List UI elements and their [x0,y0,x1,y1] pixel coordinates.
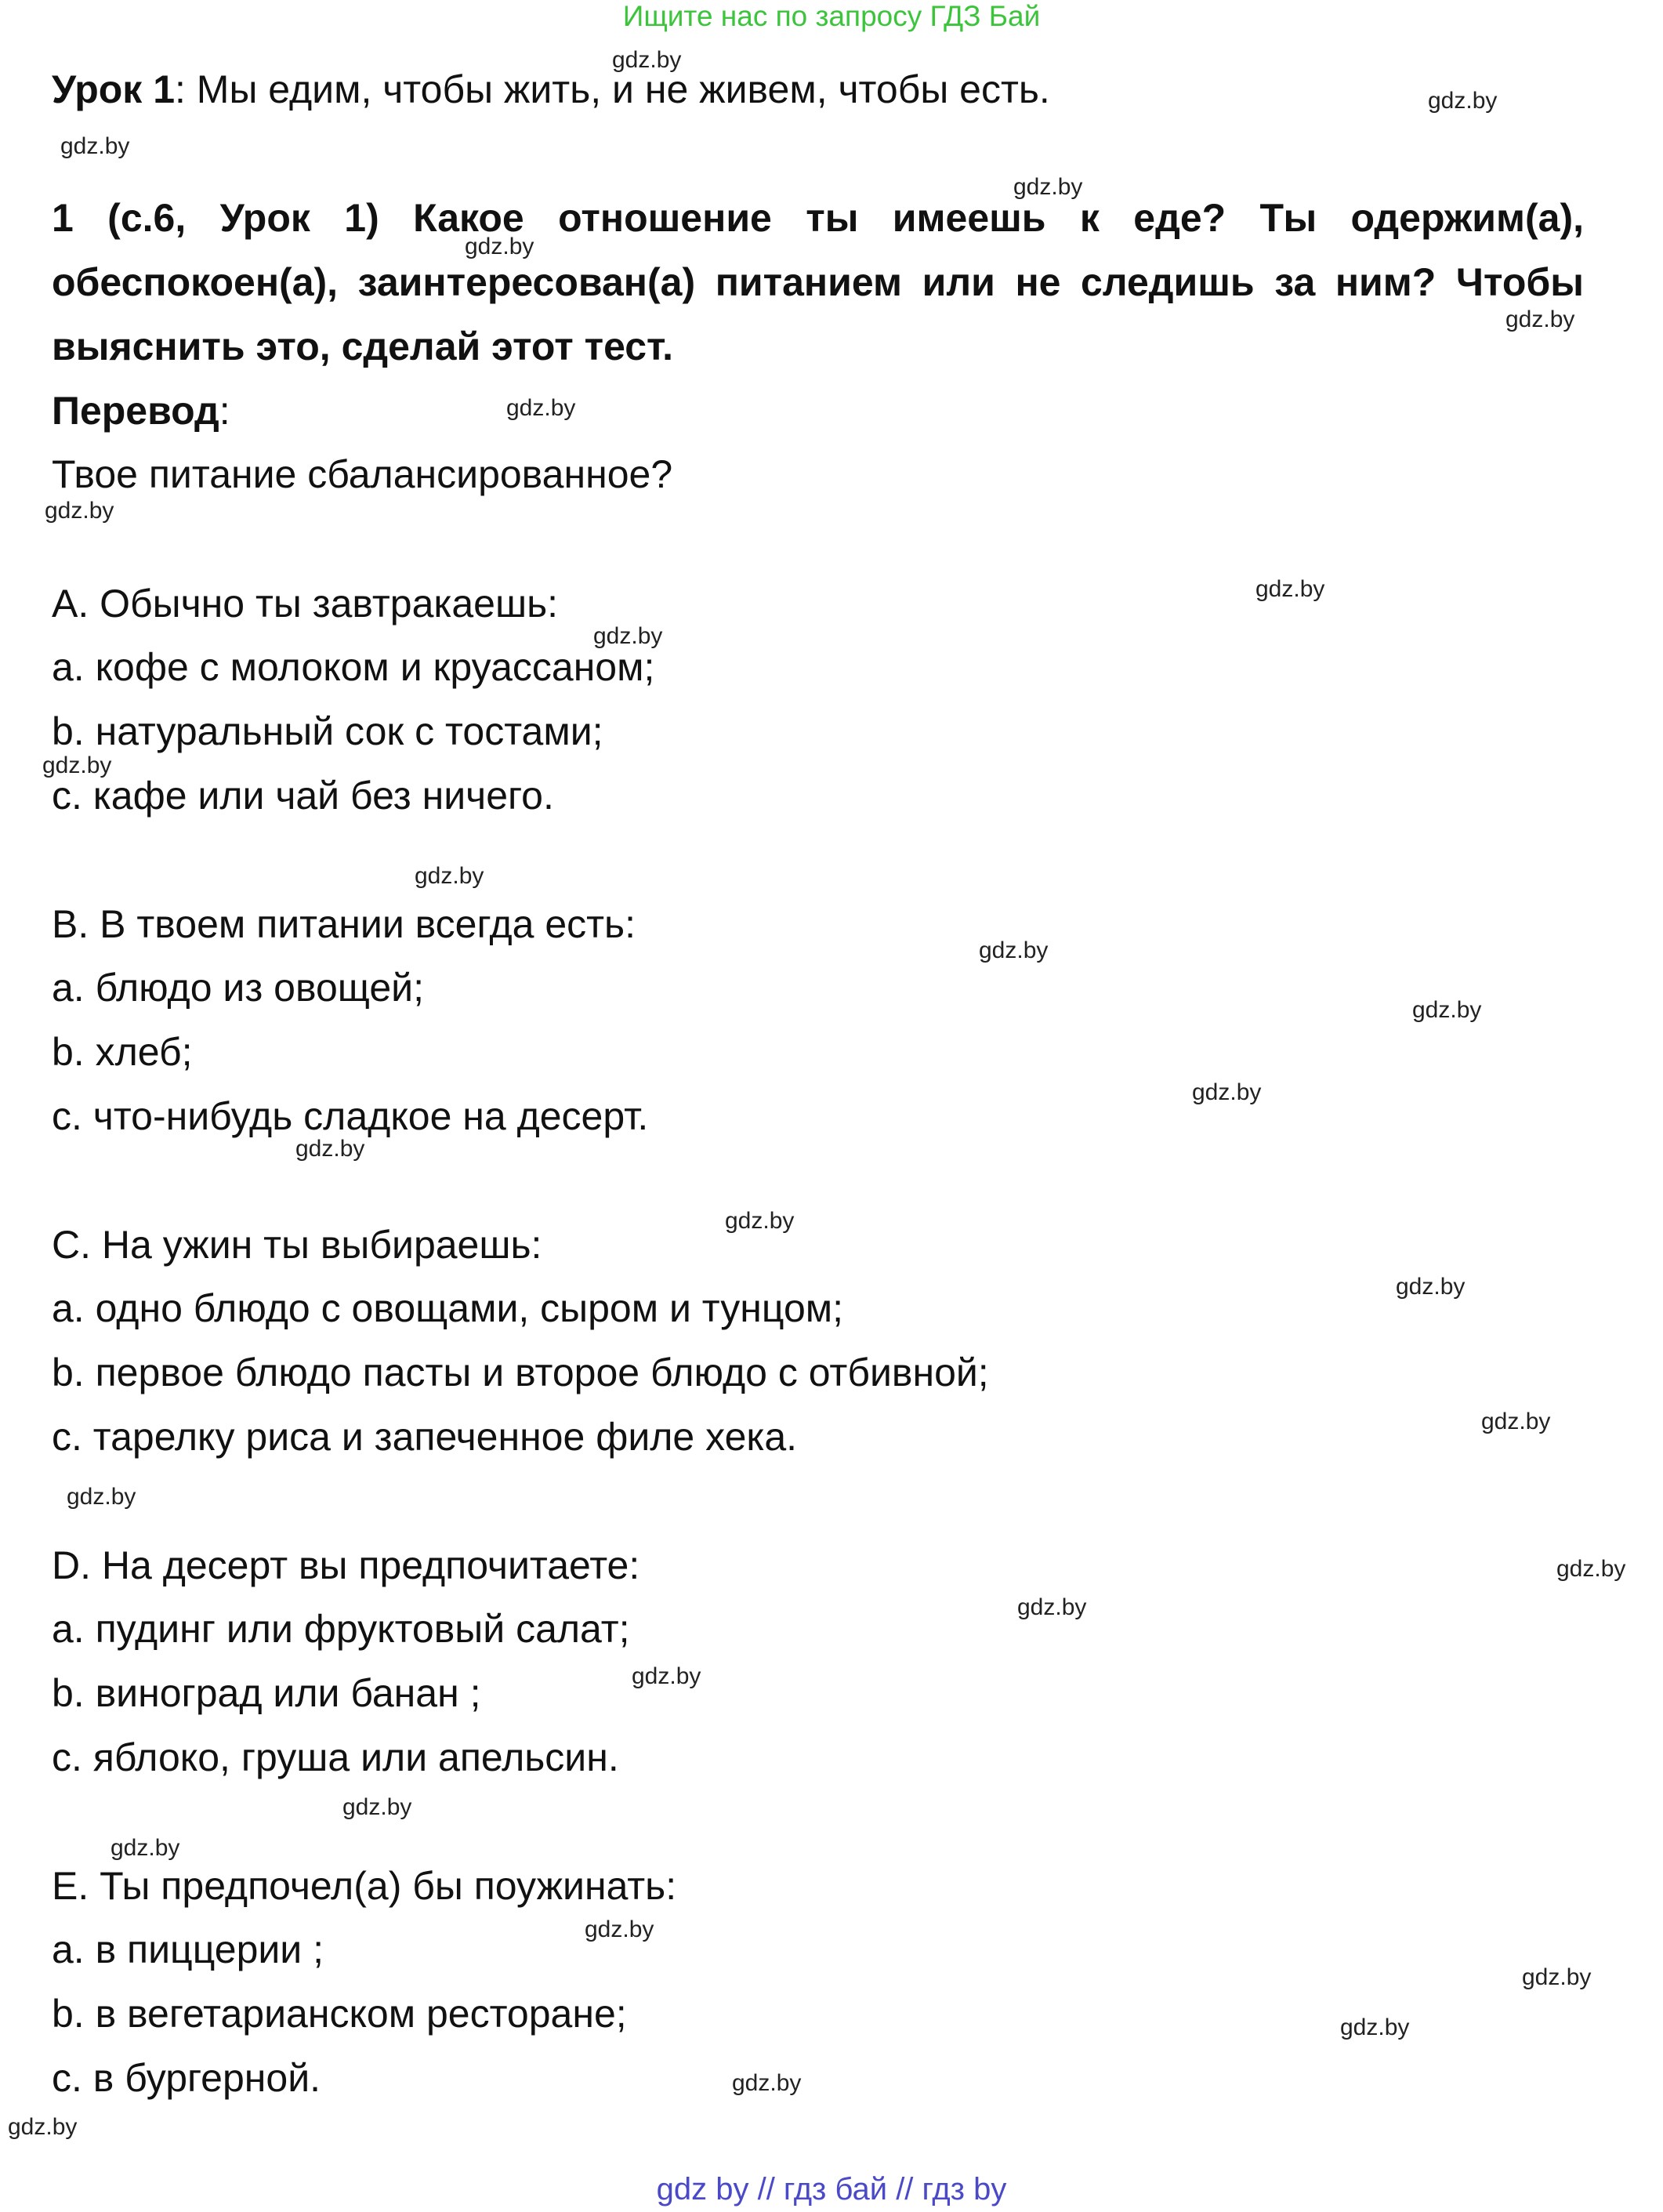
answer-option: b. натуральный сок с тостами; [52,709,603,753]
answer-option: c. что-нибудь сладкое на десерт. [52,1094,649,1138]
watermark: gdz.by [506,395,576,421]
watermark: gdz.by [725,1208,795,1234]
answer-option: a. блюдо из овощей; [52,966,424,1010]
watermark: gdz.by [1556,1556,1626,1582]
question-title: B. В твоем питании всегда есть: [52,902,636,946]
watermark: gdz.by [465,234,534,259]
watermark: gdz.by [1192,1079,1262,1105]
question-title: E. Ты предпочел(а) бы поужинать: [52,1864,677,1908]
watermark: gdz.by [1522,1964,1592,1990]
watermark: gdz.by [295,1136,365,1162]
watermark: gdz.by [979,937,1049,963]
watermark: gdz.by [1017,1594,1087,1620]
watermark: gdz.by [1396,1274,1466,1300]
watermark: gdz.by [1255,576,1325,602]
watermark: gdz.by [1428,88,1498,114]
task-text: 1 (с.6, Урок 1) Какое отношение ты имеешь к еде? Ты одержим(а), обеспокоен(а), заинтересован(а) питанием или не следишь за ним? Чтобы выяснить это, сделай этот тест. [52,196,1584,368]
answer-option: a. пудинг или фруктовый салат; [52,1607,630,1651]
watermark: gdz.by [585,1916,654,1942]
answer-option: c. яблоко, груша или апельсин. [52,1735,619,1779]
question-title: C. На ужин ты выбираешь: [52,1223,542,1267]
watermark: gdz.by [8,2114,78,2140]
answer-option: b. первое блюдо пасты и второе блюдо с отбивной; [52,1351,989,1394]
watermark: gdz.by [415,863,484,889]
watermark: gdz.by [42,752,112,778]
question-intro: Твое питание сбалансированное? [52,452,673,496]
translation-label: Перевод [52,389,219,433]
watermark: gdz.by [111,1835,180,1861]
answer-option: a. в пиццерии ; [52,1927,324,1971]
watermark: gdz.by [732,2070,802,2096]
watermark: gdz.by [67,1484,136,1510]
watermark: gdz.by [1412,997,1482,1023]
lesson-label: Урок 1 [52,67,176,111]
watermark: gdz.by [1481,1409,1551,1434]
watermark: gdz.by [1013,174,1083,200]
translation-heading [52,387,230,434]
answer-option: c. кафе или чай без ничего. [52,774,554,818]
lesson-title: : Мы едим, чтобы жить, и не живем, чтобы есть. [175,67,1050,111]
answer-option: c. в бургерной. [52,2056,321,2100]
watermark: gdz.by [612,47,682,73]
footer-links[interactable]: gdz by // гдз бай // гдз by [656,2172,1007,2207]
top-banner[interactable]: Ищите нас по запросу ГДЗ Бай [622,0,1041,32]
watermark: gdz.by [632,1663,701,1689]
watermark: gdz.by [60,133,130,159]
watermark: gdz.by [45,498,114,524]
answer-option: a. кофе с молоком и круассаном; [52,645,655,689]
watermark: gdz.by [593,623,663,649]
question-title: D. На десерт вы предпочитаете: [52,1543,640,1587]
lesson-heading [52,66,1050,113]
watermark: gdz.by [342,1794,412,1820]
answer-option: b. хлеб; [52,1030,193,1074]
answer-option: b. в вегетарианском ресторане; [52,1992,627,2036]
translation-colon: : [219,389,230,433]
answer-option: a. одно блюдо с овощами, сыром и тунцом; [52,1286,844,1330]
question-title: A. Обычно ты завтракаешь: [52,582,559,626]
answer-option: b. виноград или банан ; [52,1671,481,1715]
answer-option: c. тарелку риса и запеченное филе хека. [52,1415,798,1459]
watermark: gdz.by [1505,306,1575,332]
watermark: gdz.by [1340,2014,1410,2040]
